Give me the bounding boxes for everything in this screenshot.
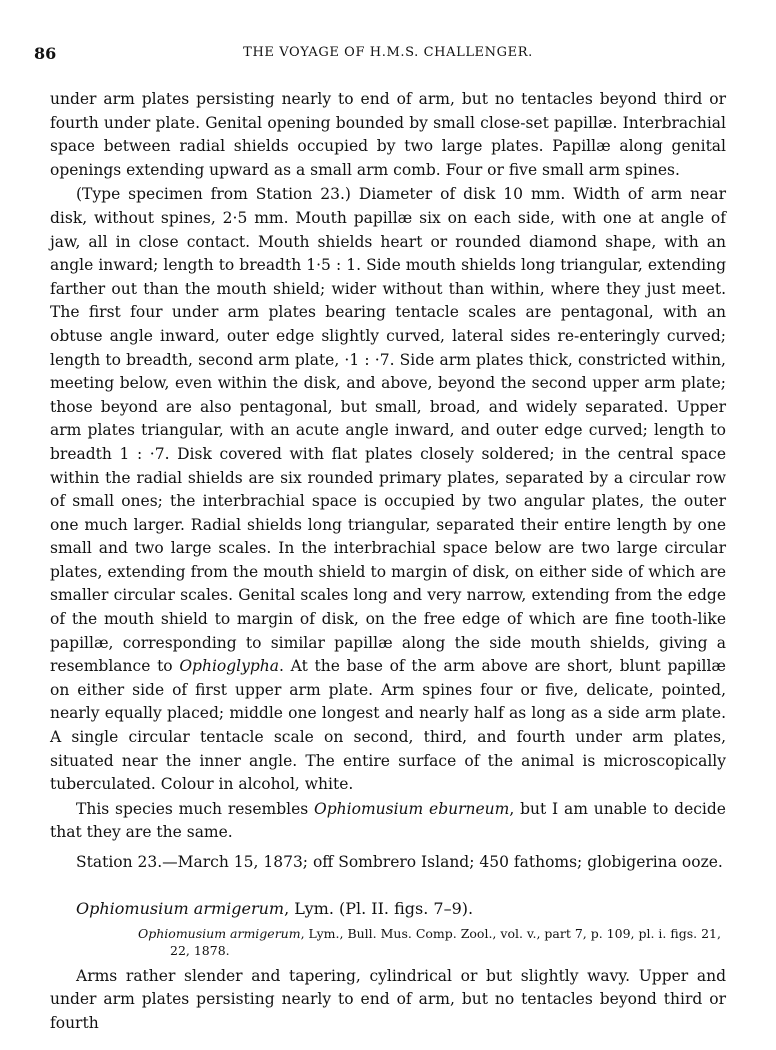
page-number: 86 (34, 44, 57, 63)
species-name-italic: Ophiomusium eburneum (314, 799, 510, 818)
reference-species-name: Ophiomusium armigerum (138, 925, 301, 941)
type-specimen-text: (Type specimen from Station 23.) Diameter of disk 10 mm. Width of arm near disk, without spines, 2·5 mm. Mouth papillæ six on each side, with one at angle of jaw, all in close contact. Mouth shields heart or rounded diamond shape, with an angle inward; length to breadth 1·5 : 1. Side mouth shields long triangular, extending farther out than the mouth shield; wider without than within, where they just meet. The first four under arm plates bearing tentacle scales are pentagonal, with an obtuse angle inward, outer edge slightly curved, lateral sides re-enteringly curved; length to breadth, second arm plate, ·1 : ·7. Side arm plates thick, constricted within, meeting below, even within the disk, and above, beyond the second upper arm plate; those beyond are also pentagonal, but small, broad, and widely separated. Upper arm plates triangular, with an acute angle inward, and outer edge curved; length to breadth 1 : ·7. Disk covered with flat plates closely soldered; in the central space within the radial shields are six rounded primary plates, separated by a circular row of small ones; the interbrachial space is occupied by two angular plates, the outer one much larger. Radial shields long triangular, separated their entire length by one small and two large scales. In the interbrachial space below are two large circular plates, extending from the mouth shield to margin of disk, on either side of which are smaller circular scales. Genital scales long and very narrow, extending from the edge of the mouth shield to margin of disk, on the free edge of which are fine tooth-like papillæ, corresponding to similar papillæ along the side mouth shields, giving a resemblance to (50, 185, 726, 676)
reference-citation: , Lym., Bull. Mus. Comp. Zool., vol. v., part 7, p. 109, pl. i. figs. 21, (300, 925, 721, 941)
description-paragraph-continued: under arm plates persisting nearly to end of arm, but no tentacles beyond third or fourth under plate. Genital opening bounded by small close-set papillæ. Interbrachial space between radial shields occupied by two large plates. Papillæ along genital openings extending upward as a small arm comb. Four or five small arm spines. (50, 90, 726, 179)
type-specimen-text-end: . At the base of the arm above are short, blunt papillæ on either side of first upper arm plate. Arm spines four or five, delicate, pointed, nearly equally placed; middle one longest and nearly half as long as a side arm plate. A single circular tentacle scale on second, third, and fourth under arm plates, situated near the inner angle. The entire surface of the animal is microscopically tuberculated. Colour in alcohol, white. (50, 657, 726, 794)
species-heading-name: Ophiomusium armigerum (76, 898, 285, 918)
page-body (50, 88, 726, 1035)
reference-continuation: 22, 1878. (170, 942, 230, 958)
bibliographic-reference (50, 925, 726, 959)
genus-name-italic: Ophioglypha (179, 657, 280, 676)
comparison-text: This species much resembles (76, 799, 309, 818)
species-heading (50, 897, 726, 921)
type-specimen-paragraph (50, 183, 726, 796)
running-head: THE VOYAGE OF H.M.S. CHALLENGER. (243, 45, 533, 60)
description-paragraph: Arms rather slender and tapering, cylindrical or but slightly wavy. Upper and under arm plates persisting nearly to end of arm, but no tentacles beyond third or fourth (50, 966, 726, 1032)
page-header (34, 44, 742, 66)
comparison-paragraph (50, 798, 726, 845)
station-line: Station 23.—March 15, 1873; off Sombrero Island; 450 fathoms; globigerina ooze. (76, 853, 723, 871)
comparison-text-end: , but I am unable to decide that they are the same. (50, 799, 726, 842)
species-heading-rest: , Lym. (Pl. II. figs. 7–9). (284, 898, 474, 918)
